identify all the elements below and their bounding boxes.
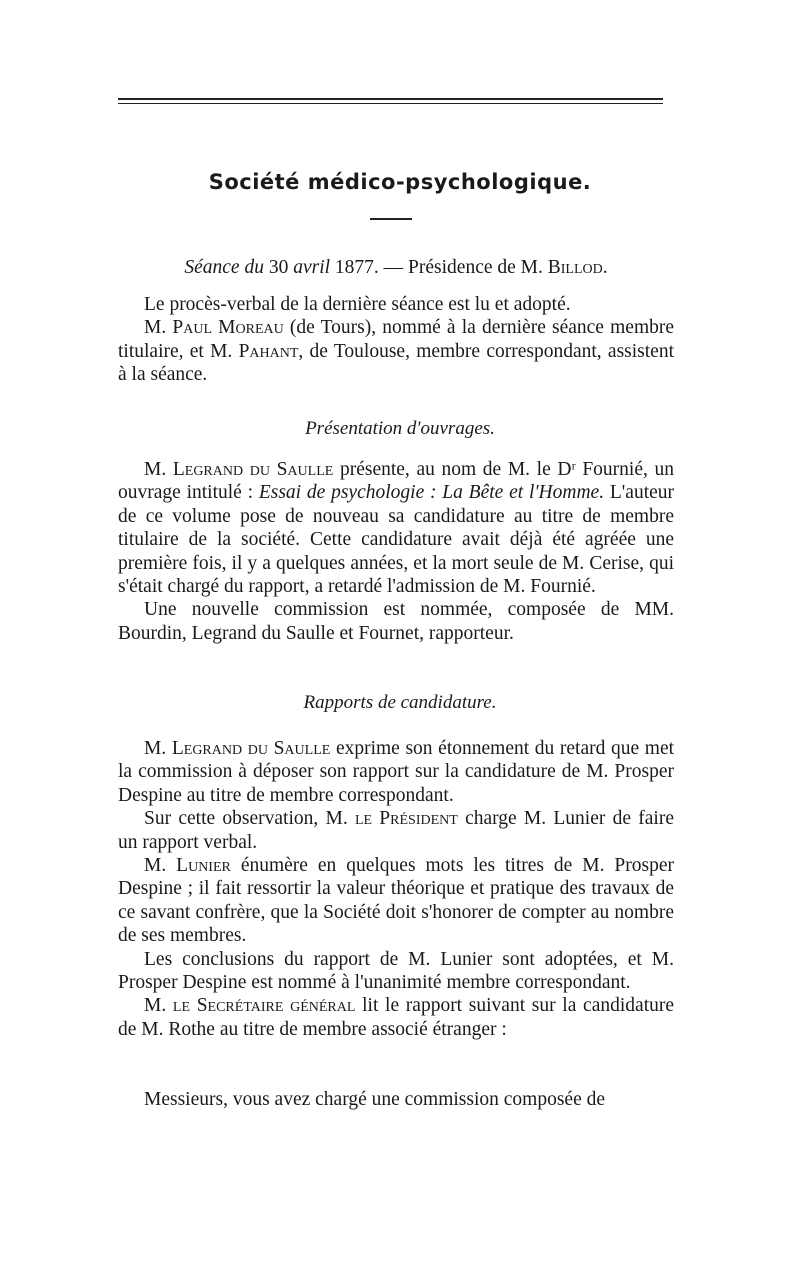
top-rule <box>118 98 663 100</box>
presentation-paragraph-2: Une nouvelle commission est nommée, composée de MM. Bourdin, Legrand du Saulle et Fournet, rapporteur. <box>118 599 674 644</box>
intro-paragraph-1: Le procès-verbal de la dernière séance est lu et adopté. <box>144 294 571 315</box>
text-span: énumère en quelques mots les titres de M. Prosper Despine ; il fait ressortir la valeur théorique et pratique des travaux de ce savant confrère, que la Société doit s'honorer de compter au nombre de ses membres. <box>118 855 675 947</box>
section-heading-presentation: Présentation d'ouvrages. <box>305 418 495 439</box>
seance-end: . <box>602 257 608 278</box>
text-span: Sur cette observation, M. <box>144 808 348 830</box>
text-span: lit le rapport suivant sur la candidature de M. Rothe au titre de membre associé étranger : <box>118 995 675 1040</box>
rapports-paragraph-5 <box>118 994 674 1041</box>
intro-paragraph-2 <box>118 316 674 386</box>
rapports-paragraph-3 <box>118 854 674 948</box>
rapports-paragraph-4: Les conclusions du rapport de M. Lunier sont adoptées, et M. Prosper Despine est nommé à l'unanimité membre correspondant. <box>118 948 674 994</box>
person-name: Pahant <box>238 340 299 362</box>
seance-day: 30 <box>268 257 289 278</box>
rapports-block <box>118 737 674 1041</box>
page-title: Société médico-psychologique. <box>208 170 592 194</box>
person-name: le Secrétaire général <box>172 995 356 1017</box>
seance-month: avril <box>293 257 331 278</box>
person-name: Legrand du Saulle <box>171 738 331 759</box>
person-name: le Président <box>354 808 458 830</box>
title-divider <box>370 218 412 220</box>
text-span: M. <box>144 459 167 480</box>
text-span: , de Toulouse, membre correspondant, assistent à la séance. <box>118 340 674 386</box>
person-name: Lunier <box>176 855 231 877</box>
seance-president: Billod <box>547 257 603 278</box>
section-heading-rapports: Rapports de candidature. <box>303 692 497 713</box>
seance-presidence: Présidence de M. <box>408 257 543 278</box>
seance-separator: . — <box>373 257 404 278</box>
closing-block <box>118 1088 674 1111</box>
text-span: charge M. Lunier de faire un rapport verbal. <box>118 808 674 853</box>
text-span: exprime son étonnement du retard que met la commission à déposer son rapport sur la candidature de M. Prosper Despine au titre de membre correspondant. <box>118 738 675 806</box>
person-name: Paul Moreau <box>172 317 284 339</box>
text-span: M. <box>144 317 167 339</box>
top-rule-thin <box>118 103 663 104</box>
book-title: Essai de psychologie : La Bête et l'Homme. <box>258 482 605 504</box>
seance-prefix: Séance du <box>184 257 264 278</box>
text-span: L'auteur de ce volume pose de nouveau sa candidature au titre de membre titulaire de la société. Cette candidature avait déjà été agréée une première fois, il y a quelques années, et la mort seule de M. Cerise, qui s'était chargé du rapport, a retardé l'admission de M. Fournié. <box>118 482 675 598</box>
text-span: M. <box>144 738 167 759</box>
text-span: M. <box>144 855 167 877</box>
intro-block <box>118 293 674 387</box>
rapports-paragraph-2 <box>118 807 674 854</box>
presentation-block <box>118 458 674 645</box>
text-span: présente, au nom de M. le Dʳ Fournié, un ouvrage intitulé : <box>118 459 675 504</box>
person-name: Legrand du Saulle <box>172 459 334 480</box>
seance-line <box>118 256 674 279</box>
text-span: M. <box>144 995 167 1017</box>
closing-paragraph: Messieurs, vous avez chargé une commission composée de <box>144 1089 606 1110</box>
presentation-paragraph-1 <box>118 458 674 598</box>
text-span: (de Tours), nommé à la dernière séance membre titulaire, et M. <box>118 317 675 362</box>
rapports-paragraph-1 <box>118 737 674 807</box>
seance-year: 1877 <box>334 257 374 278</box>
